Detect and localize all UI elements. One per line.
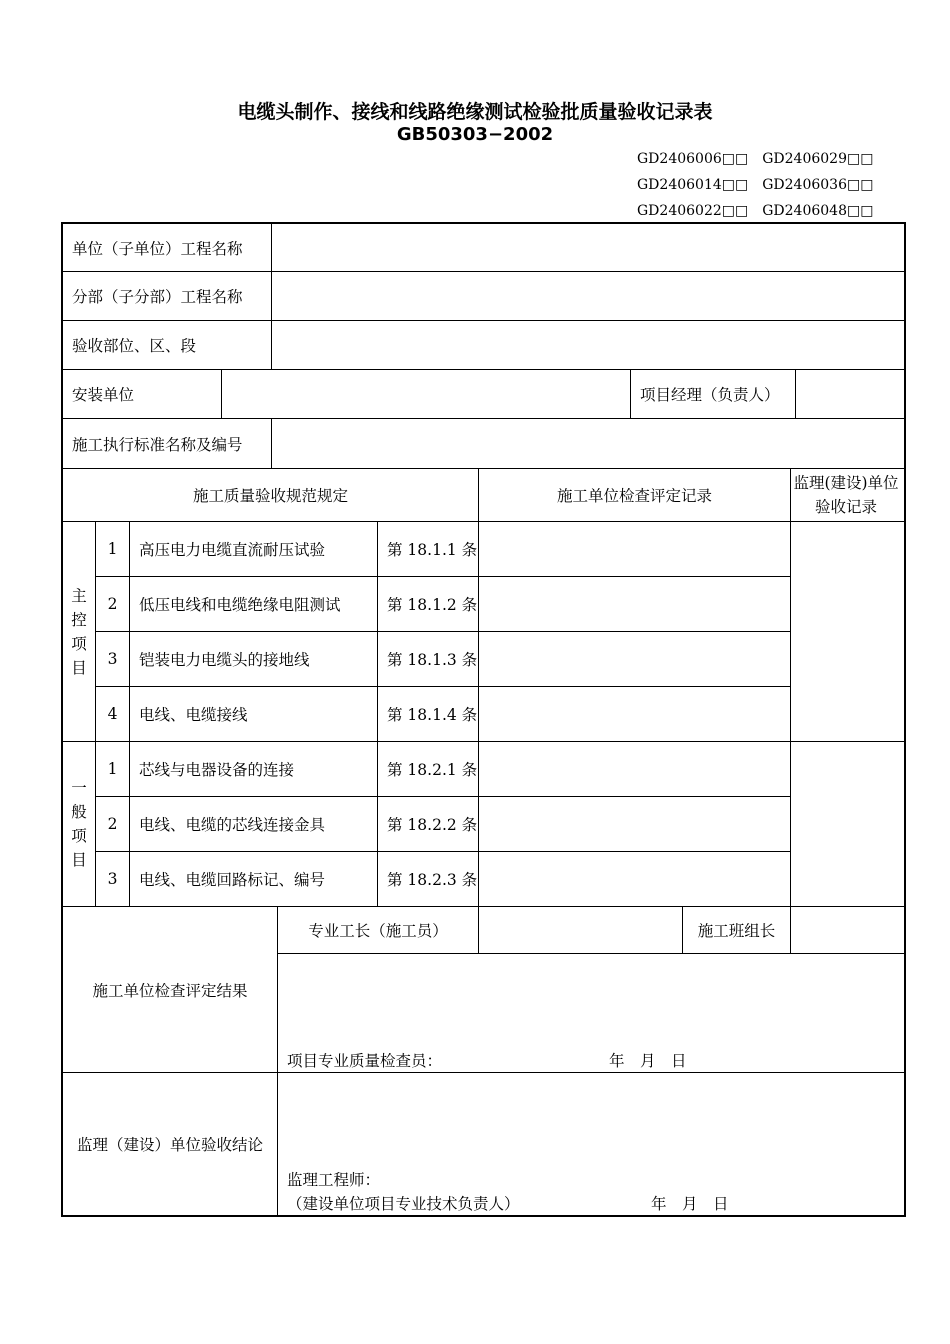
item-clause: 第 18.2.2 条 (387, 816, 478, 834)
unit-project-label: 单位（子单位）工程名称 (72, 239, 243, 258)
item-name: 高压电力电缆直流耐压试验 (139, 541, 326, 559)
item-no: 1 (107, 540, 118, 558)
item-clause: 第 18.1.1 条 (387, 541, 478, 559)
item-no: 3 (107, 870, 118, 888)
code-row-3 (637, 203, 873, 219)
supervising-engineer-label: 监理工程师： (287, 1171, 381, 1189)
foreman-field[interactable] (479, 907, 682, 953)
item-name: 芯线与电器设备的连接 (139, 761, 295, 779)
quality-inspector-label: 项目专业质量检查员： (287, 1052, 443, 1070)
document-title: 电缆头制作、接线和线路绝缘测试检验批质量验收记录表 (237, 101, 713, 123)
code: GD2406006□□ (637, 151, 749, 167)
item-no: 1 (107, 760, 118, 778)
general-items-label: 一般项目 (71, 779, 87, 869)
item-clause: 第 18.2.1 条 (387, 761, 478, 779)
install-unit-field[interactable] (222, 370, 630, 418)
team-leader-label: 施工班组长 (697, 922, 776, 940)
supervision-conclusion-label: 监理（建设）单位验收结论 (76, 1136, 263, 1154)
construction-result-label: 施工单位检查评定结果 (92, 981, 248, 1000)
spec-column-header: 施工质量验收规范规定 (192, 487, 348, 505)
owner-technical-lead-label: （建设单位项目专业技术负责人） (287, 1195, 520, 1213)
code-row-2 (637, 177, 873, 193)
foreman-label: 专业工长（施工员） (308, 922, 448, 940)
item-name: 电线、电缆回路标记、编号 (139, 871, 326, 889)
standard-code: GB50303−2002 (396, 124, 554, 145)
item-no: 3 (107, 650, 118, 668)
code: GD2406048□□ (762, 203, 874, 219)
install-unit-label: 安装单位 (72, 386, 135, 404)
acceptance-part-field[interactable] (272, 321, 904, 369)
division-field[interactable] (272, 272, 904, 320)
supervision-record-column-header: 监理(建设)单位验收记录 (793, 474, 899, 516)
item-clause: 第 18.1.4 条 (387, 706, 478, 724)
item-clause: 第 18.1.3 条 (387, 651, 478, 669)
project-manager-label: 项目经理（负责人） (640, 386, 780, 404)
code: GD2406036□□ (762, 177, 874, 193)
item-name: 电线、电缆的芯线连接金具 (139, 816, 326, 834)
acceptance-record-table (61, 222, 906, 1217)
item-clause: 第 18.2.3 条 (387, 871, 478, 889)
main-items-label: 主控项目 (71, 586, 87, 677)
item-name: 铠装电力电缆头的接地线 (139, 651, 310, 669)
team-leader-field[interactable] (791, 907, 904, 953)
project-manager-field[interactable] (796, 370, 904, 418)
item-no: 4 (107, 705, 118, 723)
code: GD2406014□□ (637, 177, 749, 193)
acceptance-part-label: 验收部位、区、段 (72, 337, 197, 355)
construction-record-column-header: 施工单位检查评定记录 (556, 487, 712, 505)
item-name: 低压电线和电缆绝缘电阻测试 (139, 596, 341, 614)
inspection-date-label: 年 月 日 (609, 1052, 687, 1070)
code-row-1 (637, 151, 873, 167)
code: GD2406029□□ (762, 151, 874, 167)
supervision-date-label: 年 月 日 (651, 1195, 729, 1213)
code: GD2406022□□ (637, 203, 749, 219)
item-no: 2 (107, 595, 118, 613)
unit-project-field[interactable] (272, 224, 904, 271)
standard-name-label: 施工执行标准名称及编号 (72, 435, 243, 454)
item-name: 电线、电缆接线 (139, 706, 248, 724)
item-no: 2 (107, 815, 118, 833)
standard-name-field[interactable] (272, 419, 904, 468)
division-label: 分部（子分部）工程名称 (72, 288, 243, 306)
item-clause: 第 18.1.2 条 (387, 596, 478, 614)
